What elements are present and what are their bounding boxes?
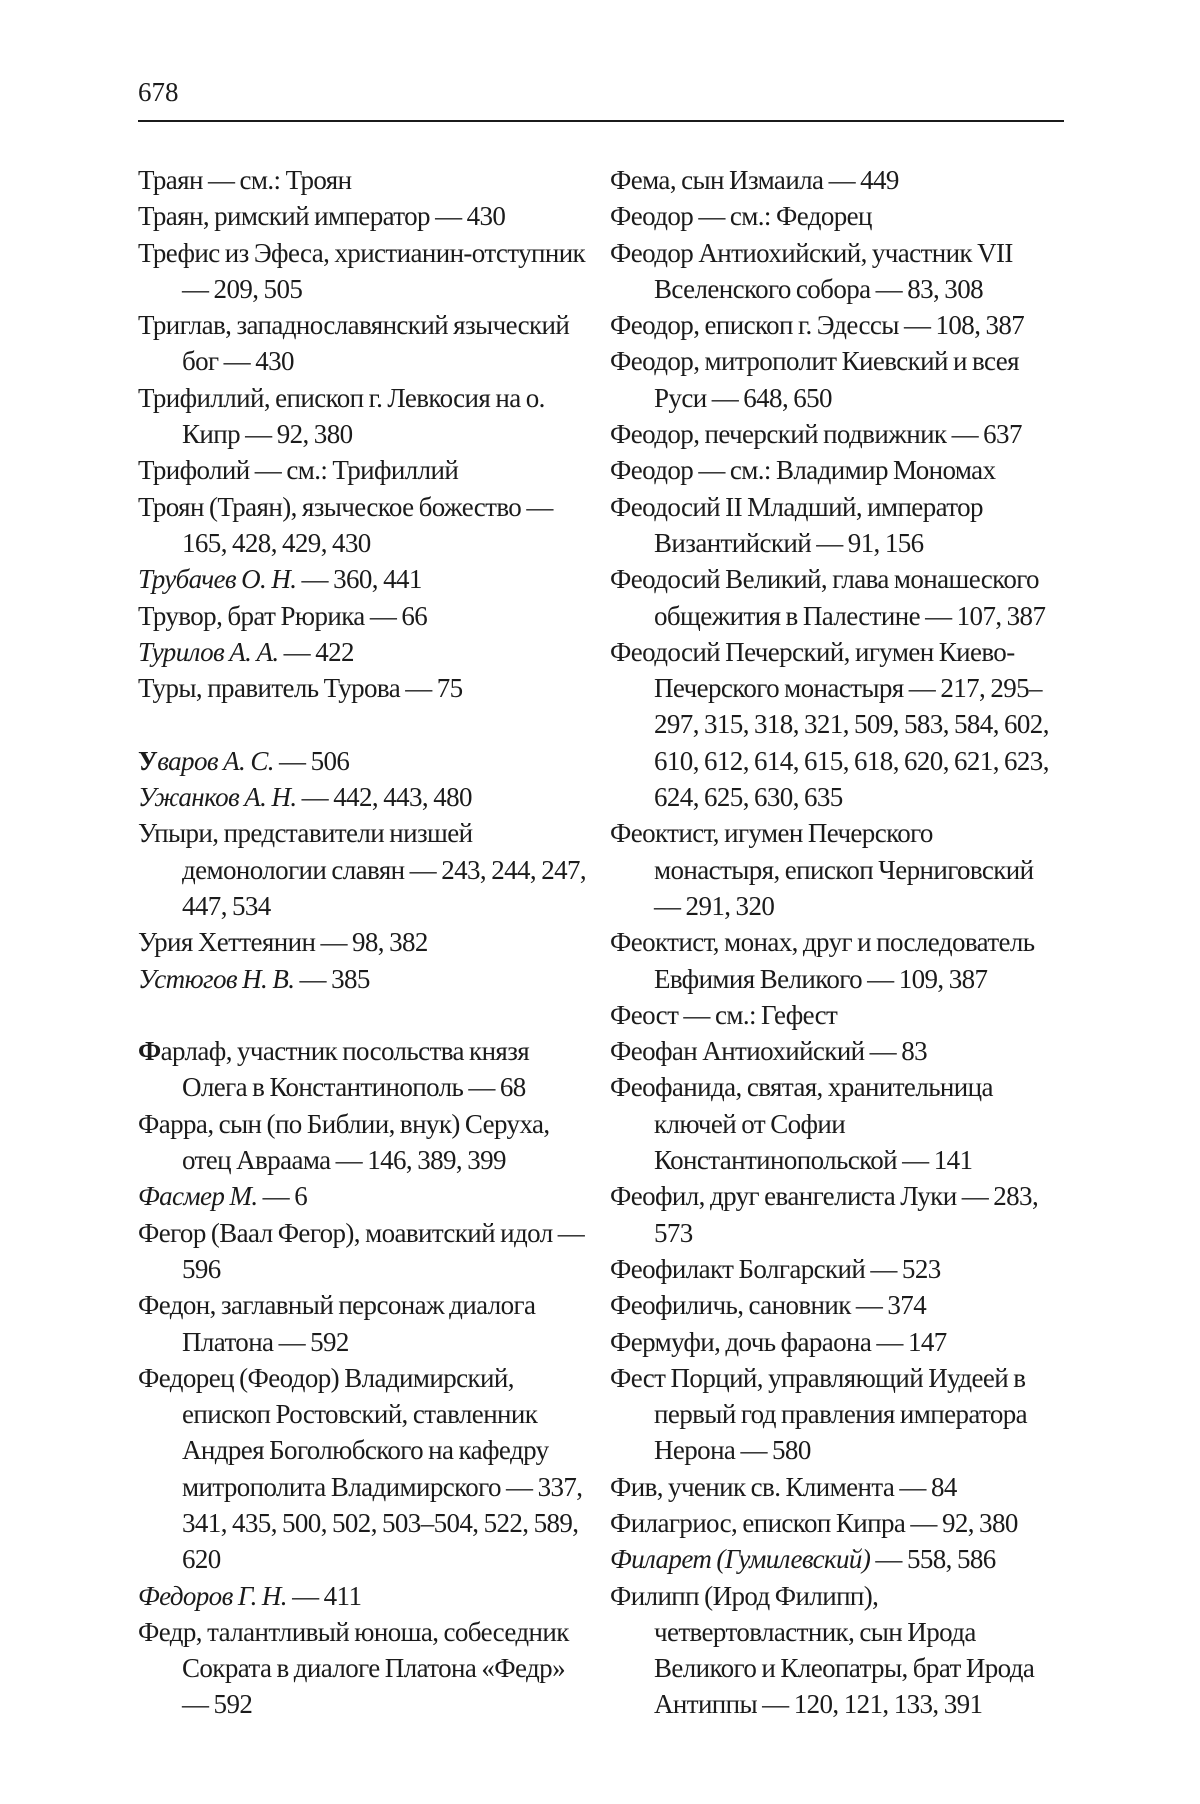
page-number: 678	[138, 77, 179, 107]
entry-description: из Эфеса, христианин-отступник — 209, 505	[182, 237, 586, 304]
entry-description: епископ г. Эдессы — 108, 387	[704, 310, 1025, 341]
entry-name: Фарра	[138, 1108, 208, 1139]
entry-separator: ,	[693, 419, 705, 450]
index-entry	[610, 634, 1060, 815]
entry-separator: ,	[693, 310, 705, 341]
index-entry	[610, 1033, 1060, 1069]
entry-name: Фегор	[138, 1217, 206, 1248]
entry-name: Фив	[610, 1471, 657, 1502]
index-entry	[610, 162, 1060, 198]
entry-name: Турилов А. А.	[138, 636, 279, 667]
section-gap	[138, 997, 588, 1033]
entry-name: Филагриос	[610, 1507, 732, 1538]
entry-name: Троян	[138, 491, 204, 522]
entry-separator: —	[693, 455, 730, 486]
entry-name: Траян	[138, 165, 203, 195]
entry-description: брат Рюрика — 66	[227, 600, 428, 631]
entry-description: 411	[323, 1580, 362, 1611]
entry-description: 385	[331, 963, 370, 994]
entry-description: (Ирод Филипп), четвертовластник, сын Ирода Великого и Клеопатры, брат Ирода Антиппы — 120, 121, 133, 391	[654, 1580, 1035, 1720]
entry-separator: ,	[855, 491, 868, 522]
index-entry	[610, 1541, 1060, 1577]
index-entry	[138, 670, 588, 706]
entry-description: глава монашеского общежития в Палестине — 107, 387	[654, 564, 1046, 631]
entry-description: см.: Гефест	[714, 999, 838, 1030]
entry-separator: —	[296, 782, 334, 813]
entry-separator: ,	[202, 201, 215, 232]
entry-description: 6	[294, 1181, 308, 1212]
entry-description: см.: Троян	[239, 165, 352, 195]
index-entry	[610, 1251, 1060, 1287]
entry-separator: —	[257, 1181, 295, 1212]
entry-description: 506	[310, 745, 350, 776]
index-entry	[610, 1178, 1060, 1251]
entry-separator: ,	[714, 1326, 726, 1357]
index-entry	[610, 452, 1060, 488]
index-entry	[138, 598, 588, 634]
index-entry	[138, 162, 588, 198]
index-entry	[610, 307, 1060, 343]
entry-description: талантливый юноша, собеседник Сократа в диалоге Платона «Федр» — 592	[182, 1616, 569, 1720]
index-entry	[138, 743, 588, 779]
entry-separator: —	[870, 1544, 907, 1575]
entry-separator: ,	[860, 237, 872, 268]
entry-description: 442, 443, 480	[333, 782, 472, 813]
index-entry	[610, 1360, 1060, 1469]
entry-name: Феоктист	[610, 818, 713, 849]
entry-name: Феодосий Великий	[610, 564, 821, 595]
entry-name: Трубачев О. Н.	[138, 564, 297, 595]
entry-separator: ,	[263, 382, 276, 413]
index-entry	[138, 634, 588, 670]
index-entry	[138, 1215, 588, 1288]
entry-separator: —	[273, 745, 311, 776]
entry-name: Феофиличь	[610, 1290, 738, 1321]
entry-name: Феост	[610, 999, 679, 1030]
entry-description: представители низшей демонологии славян — 243, 244, 247, 447, 534	[182, 818, 587, 921]
entry-separator: ,	[756, 1362, 769, 1393]
entry-description: игумен Печерского монастыря, епископ Черниговский — 291, 320	[654, 818, 1034, 921]
entry-separator: —	[678, 999, 715, 1030]
entry-name: Трувор	[138, 600, 217, 631]
entry-description: печерский подвижник — 637	[704, 419, 1022, 450]
index-entry	[610, 1069, 1060, 1178]
entry-separator: —	[315, 927, 352, 958]
entry-description: 83	[901, 1036, 928, 1067]
index-entry	[610, 1324, 1060, 1360]
entry-name: Трифолий	[138, 455, 250, 486]
header-rule	[138, 120, 1064, 122]
entry-separator: —	[296, 564, 334, 595]
entry-separator: —	[278, 636, 316, 667]
entry-name: Феодор	[610, 201, 694, 232]
entry-name: Федоров Г. Н.	[138, 1580, 287, 1611]
index-entry	[138, 1287, 588, 1360]
index-entry	[138, 235, 588, 308]
entry-separator: —	[693, 201, 730, 232]
entry-description: дочь фараона — 147	[725, 1326, 947, 1357]
entry-name: Феофилакт Болгарский	[610, 1253, 866, 1284]
entry-separator: ,	[225, 310, 237, 341]
index-entry	[138, 452, 588, 488]
entry-name: Фасмер М.	[138, 1181, 258, 1212]
entry-name: Трифиллий	[138, 382, 264, 413]
section-initial-letter: У	[138, 745, 158, 776]
index-entry	[610, 561, 1060, 634]
entry-description: епископ г. Левкосия на о. Кипр — 92, 380	[182, 382, 545, 450]
entry-description: епископ Кипра — 92, 380	[742, 1507, 1018, 1538]
entry-description: 422	[315, 636, 354, 667]
entry-name: Трефис	[138, 237, 220, 268]
entry-description: (Траян), языческое божество — 165, 428, 429, 430	[182, 491, 553, 558]
section-gap	[138, 706, 588, 742]
index-entry	[610, 815, 1060, 924]
entry-description: митрополит Киевский и всея Руси — 648, 650	[654, 346, 1019, 413]
entry-name: Филипп	[610, 1580, 700, 1611]
entry-description: см.: Владимир Мономах	[729, 455, 996, 486]
entry-separator: ,	[693, 346, 705, 377]
entry-description: император Византийский — 91, 156	[654, 491, 983, 558]
entry-name: Федр	[138, 1616, 196, 1647]
entry-description: 360, 441	[333, 564, 422, 595]
entry-name: Фермуфи	[610, 1326, 715, 1357]
index-entry	[138, 1178, 588, 1214]
entry-separator: —	[202, 165, 240, 195]
entry-description: правитель Турова — 75	[207, 673, 463, 704]
entry-description: (Ваал Фегор), моавитский идол — 596	[182, 1217, 585, 1284]
entry-description: см.: Федорец	[729, 201, 872, 232]
entry-separator: ,	[712, 927, 725, 958]
entry-name: Феоктист	[610, 927, 713, 958]
index-entry	[138, 924, 588, 960]
entry-separator: —	[249, 455, 287, 486]
entry-name: Устюгов Н. В.	[138, 963, 295, 994]
index-entry	[610, 235, 1060, 308]
entry-description: управляющий Иудеей в первый год правления императора Нерона — 580	[654, 1362, 1028, 1466]
entry-description: участник посольства князя Олега в Константинополь — 68	[182, 1036, 530, 1103]
entry-separator: ,	[212, 818, 224, 849]
entry-description: сановник — 374	[748, 1290, 927, 1321]
entry-name: Триглав	[138, 310, 226, 341]
entry-separator: ,	[225, 1036, 237, 1067]
index-entry	[610, 924, 1060, 997]
entry-description: западнославянский языческий бог — 430	[182, 310, 570, 377]
entry-separator: ,	[195, 1616, 208, 1647]
index-entry	[138, 489, 588, 562]
entry-separator: ,	[216, 600, 228, 631]
index-entry	[138, 1578, 588, 1614]
entry-name: Феодор	[610, 419, 694, 450]
entry-separator: ,	[656, 1471, 669, 1502]
index-entry	[138, 380, 588, 453]
entry-name: Траян	[138, 201, 203, 232]
entry-separator: ,	[209, 1290, 221, 1321]
entry-separator: ,	[843, 636, 855, 667]
entry-name: Туры	[138, 673, 196, 704]
entry-separator: ,	[698, 1181, 710, 1212]
entry-separator: ,	[207, 1108, 219, 1139]
entry-name: Федорец	[138, 1362, 234, 1393]
entry-name: арлаф	[160, 1036, 226, 1067]
section-initial-letter: Ф	[138, 1036, 161, 1067]
entry-description: сын (по Библии, внук) Серуха, отец Авраама — 146, 389, 399	[182, 1108, 550, 1176]
entry-separator: ,	[731, 1507, 743, 1538]
index-entry	[610, 1469, 1060, 1505]
index-entry	[138, 815, 588, 924]
index-entry	[138, 1033, 588, 1106]
entry-name: Феодор	[610, 310, 694, 341]
index-entry	[138, 779, 588, 815]
index-entry	[610, 997, 1060, 1033]
index-entry	[610, 343, 1060, 416]
index-entry	[610, 416, 1060, 452]
entry-description: участник VII Вселенского собора — 83, 308	[654, 237, 1013, 304]
entry-separator: —	[864, 1036, 902, 1067]
entry-description: ученик св. Климента — 84	[668, 1471, 957, 1502]
entry-description: см.: Трифиллий	[286, 455, 459, 486]
index-entry	[138, 961, 588, 997]
index-entry	[610, 1505, 1060, 1541]
entry-name: Филарет (Гумилевский)	[610, 1544, 871, 1575]
entry-name: Ужанков А. Н.	[138, 782, 297, 813]
entry-description: 558, 586	[906, 1544, 996, 1575]
entry-description: монах, друг и последователь Евфимия Великого — 109, 387	[654, 927, 1035, 994]
entry-name: Феофан Антиохийский	[610, 1036, 865, 1067]
index-entry	[138, 307, 588, 380]
entry-description: друг евангелиста Луки — 283, 573	[654, 1181, 1039, 1248]
entry-separator: ,	[737, 1290, 749, 1321]
index-entry	[138, 561, 588, 597]
index-entry	[610, 1287, 1060, 1323]
entry-separator: —	[865, 1253, 902, 1284]
index-column-left	[138, 162, 588, 1723]
index-entry	[610, 1578, 1060, 1723]
entry-separator: ,	[820, 564, 833, 595]
entry-name: варов А. С.	[157, 745, 274, 776]
entry-description: заглавный персонаж диалога Платона — 592	[182, 1290, 536, 1357]
entry-description: 98, 382	[352, 927, 428, 958]
entry-description: сын Измаила — 449	[681, 165, 899, 195]
entry-separator: —	[286, 1580, 324, 1611]
entry-separator: ,	[669, 165, 682, 195]
entry-description: игумен Киево-Печерского монастыря — 217, 295–297, 315, 318, 321, 509, 583, 584, 602, 610, 612, 614, 615, 618, 620, 621, 623, 624, 625, 630, 635	[654, 636, 1049, 813]
entry-name: Феофил	[610, 1181, 699, 1212]
entry-name: Феодор	[610, 346, 694, 377]
index-entry	[610, 198, 1060, 234]
entry-separator: ,	[712, 818, 725, 849]
index-entry	[138, 1360, 588, 1578]
index-entry	[138, 198, 588, 234]
entry-name: Федон	[138, 1290, 210, 1321]
entry-name: Урия Хеттеянин	[138, 927, 316, 958]
entry-separator: —	[294, 963, 332, 994]
index-entry	[138, 1614, 588, 1723]
entry-name: Феодор Антиохийский	[610, 237, 861, 268]
entry-name: Феодосий II Младший	[610, 491, 856, 522]
index-entry	[138, 1106, 588, 1179]
entry-description: римский император — 430	[214, 201, 506, 232]
entry-name: Фема	[610, 165, 670, 195]
entry-name: Феофанида	[610, 1072, 736, 1103]
entry-description: 523	[901, 1253, 941, 1284]
entry-name: Феодор	[610, 455, 694, 486]
entry-description: святая, хранительница ключей от Софии Константинопольской — 141	[654, 1072, 993, 1176]
entry-separator: ,	[735, 1072, 747, 1103]
entry-name: Фест Порций	[610, 1362, 757, 1393]
entry-name: Феодосий Печерский	[610, 636, 844, 667]
index-column-right	[610, 162, 1060, 1723]
entry-description: (Феодор) Владимирский, епископ Ростовский, ставленник Андрея Боголюбского на кафедру митрополита Владимирского — 337, 341, 435, 500, 502, 503–504, 522, 589, 620	[182, 1362, 583, 1575]
entry-name: Упыри	[138, 818, 213, 849]
entry-separator: ,	[195, 673, 208, 704]
index-entry	[610, 489, 1060, 562]
